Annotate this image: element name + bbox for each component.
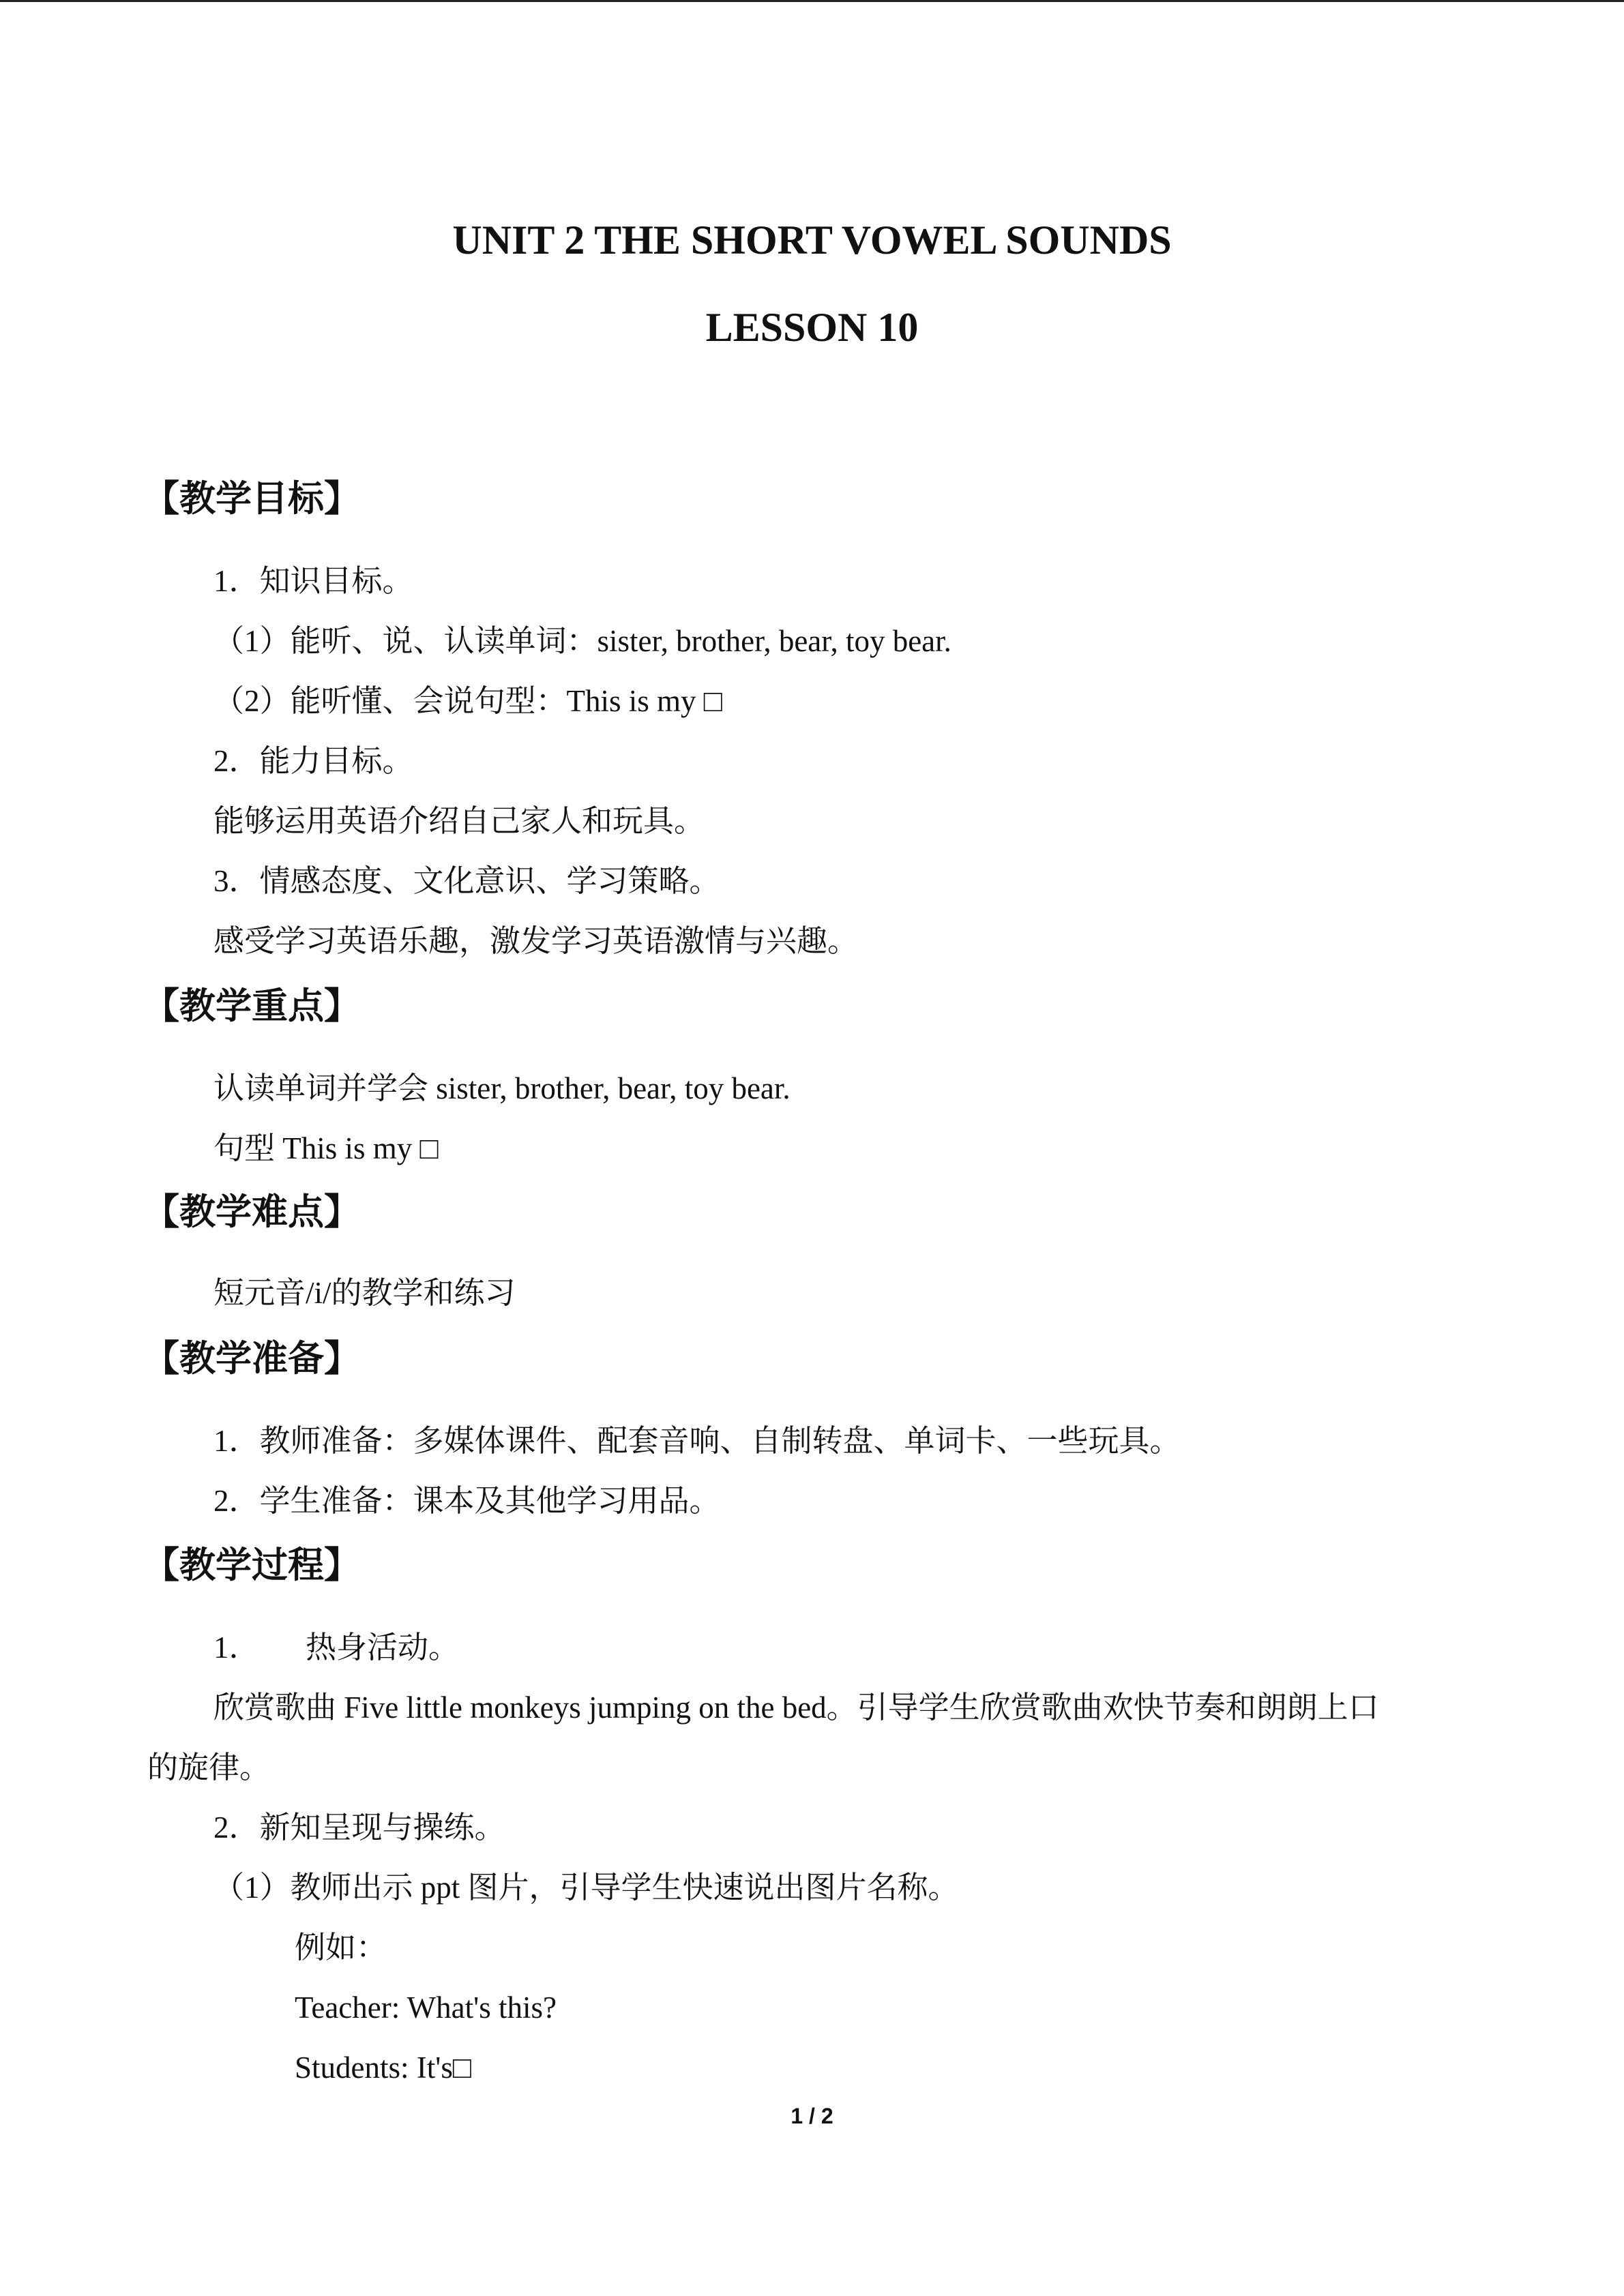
- section-heading-preparation: 【教学准备】: [143, 1338, 360, 1380]
- process-line: 欣赏歌曲 Five little monkeys jumping on the bed。引导学生欣赏歌曲欢快节奏和朗朗上口: [213, 1690, 1379, 1725]
- process-line: 的旋律。: [147, 1750, 271, 1785]
- objectives-line: 2．能力目标。: [213, 744, 413, 778]
- process-line: （1）教师出示 ppt 图片，引导学生快速说出图片名称。: [213, 1870, 959, 1905]
- objectives-line: 能够运用英语介绍自己家人和玩具。: [213, 804, 705, 838]
- objectives-line: 感受学习英语乐趣，激发学习英语激情与兴趣。: [213, 924, 859, 958]
- preparation-line: 2．学生准备：课本及其他学习用品。: [213, 1484, 720, 1518]
- section-heading-key-points: 【教学重点】: [143, 985, 360, 1027]
- page-top-border: [0, 0, 1624, 2]
- process-line: 例如：: [295, 1930, 387, 1965]
- key-points-line: 认读单词并学会 sister, brother, bear, toy bear.: [213, 1071, 791, 1105]
- document-title: UNIT 2 THE SHORT VOWEL SOUNDS: [452, 218, 1172, 263]
- process-line: 2．新知呈现与操练。: [213, 1810, 505, 1845]
- objectives-line: （1）能听、说、认读单词：sister, brother, bear, toy bear.: [213, 624, 951, 658]
- section-heading-process: 【教学过程】: [143, 1545, 360, 1586]
- objectives-line: 3．情感态度、文化意识、学习策略。: [213, 864, 720, 898]
- objectives-line: 1．知识目标。: [213, 564, 413, 598]
- key-points-line: 句型 This is my □: [213, 1131, 439, 1165]
- difficulties-line: 短元音/i/的教学和练习: [213, 1276, 516, 1310]
- preparation-line: 1．教师准备：多媒体课件、配套音响、自制转盘、单词卡、一些玩具。: [213, 1424, 1181, 1458]
- process-line: Students: It's□: [295, 2051, 472, 2085]
- section-heading-objectives: 【教学目标】: [143, 478, 360, 520]
- objectives-line: （2）能听懂、会说句型：This is my □: [213, 684, 722, 718]
- lesson-title: LESSON 10: [705, 305, 919, 350]
- process-line: Teacher: What's this?: [295, 1991, 557, 2025]
- section-heading-difficulties: 【教学难点】: [143, 1191, 360, 1233]
- process-line: 1． 热身活动。: [213, 1630, 460, 1665]
- page-number: 1 / 2: [791, 2104, 833, 2128]
